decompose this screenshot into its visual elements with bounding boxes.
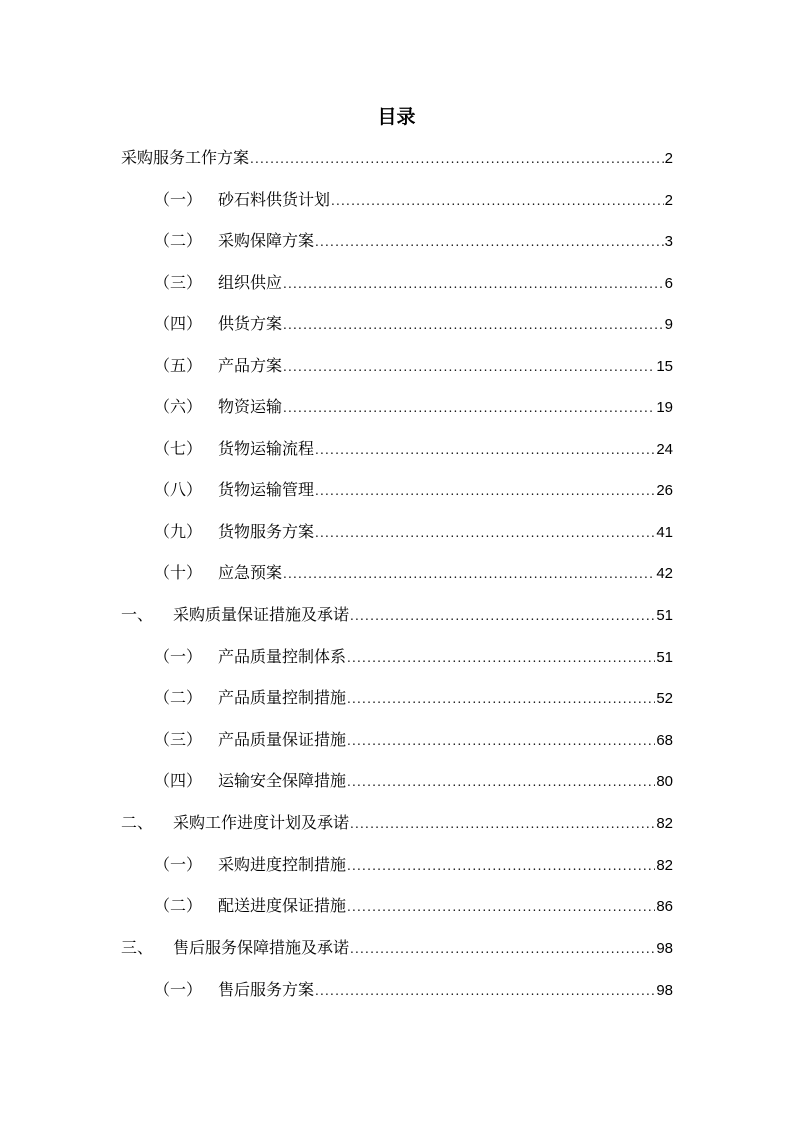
toc-page-number: 68 [656,732,673,749]
toc-page-number: 82 [656,857,673,874]
toc-entry[interactable] [0,935,673,961]
toc-entry[interactable] [0,353,673,379]
toc-dot-leader [315,229,664,255]
toc-dot-leader [331,188,664,214]
toc-entry-number: （四） [154,314,203,333]
toc-entry-label: 采购服务工作方案 [121,148,250,167]
toc-entry[interactable] [0,768,673,794]
toc-dot-leader [350,936,655,962]
toc-entry[interactable] [0,852,673,878]
toc-entry-label: 采购进度控制措施 [218,855,347,874]
toc-page-number: 98 [656,982,673,999]
toc-entry-number: （二） [154,688,203,707]
toc-entry-number: （一） [154,980,203,999]
toc-dot-leader [347,728,655,754]
toc-page-number: 42 [656,565,673,582]
toc-dot-leader [347,853,655,879]
toc-page-number: 9 [664,316,673,333]
toc-entry-number: 三、 [121,938,154,957]
toc-entry-label: 应急预案 [218,563,283,582]
toc-dot-leader [347,894,655,920]
toc-entry[interactable] [0,893,673,919]
toc-page-number: 86 [656,898,673,915]
toc-entry-label: 售后服务保障措施及承诺 [173,938,350,957]
toc-page-number: 15 [656,358,673,375]
toc-entry-number: 二、 [121,813,154,832]
toc-entry-number: （四） [154,771,203,790]
toc-entry[interactable] [0,685,673,711]
toc-page-number: 3 [664,233,673,250]
toc-entry-number: （五） [154,356,203,375]
toc-entry-label: 货物运输管理 [218,480,315,499]
toc-entry-label: 售后服务方案 [218,980,315,999]
toc-dot-leader [347,645,655,671]
toc-entry-number: （九） [154,522,203,541]
toc-entry-label: 物资运输 [218,397,283,416]
toc-entry-number: （六） [154,397,203,416]
toc-entry[interactable] [0,270,673,296]
toc-entry[interactable] [0,394,673,420]
toc-page-number: 51 [656,607,673,624]
toc-dot-leader [283,354,655,380]
toc-entry-label: 货物运输流程 [218,439,315,458]
toc-entry-number: （一） [154,855,203,874]
toc-entry-label: 产品质量保证措施 [218,730,347,749]
toc-dot-leader [315,478,655,504]
toc-page-number: 80 [656,773,673,790]
toc-page-number: 2 [664,192,673,209]
toc-page-number: 26 [656,482,673,499]
toc-entry[interactable] [0,477,673,503]
toc-entry-label: 产品方案 [218,356,283,375]
toc-entry[interactable] [0,187,673,213]
toc-entry[interactable] [0,727,673,753]
toc-entry-number: （三） [154,273,203,292]
toc-entry-label: 产品质量控制措施 [218,688,347,707]
toc-entry-label: 货物服务方案 [218,522,315,541]
toc-entry-number: （八） [154,480,203,499]
toc-entry[interactable] [0,145,673,171]
toc-entry-label: 采购保障方案 [218,231,315,250]
toc-entry-number: （七） [154,439,203,458]
toc-dot-leader [315,978,655,1004]
toc-dot-leader [283,271,664,297]
toc-page-number: 2 [664,150,673,167]
toc-entry[interactable] [0,560,673,586]
toc-entry-number: （二） [154,896,203,915]
toc-entry-label: 产品质量控制体系 [218,647,347,666]
toc-dot-leader [350,811,655,837]
toc-entry[interactable] [0,810,673,836]
toc-page-number: 51 [656,649,673,666]
toc-dot-leader [283,312,664,338]
toc-page-number: 24 [656,441,673,458]
toc-entry[interactable] [0,977,673,1003]
toc-entry-number: （一） [154,190,203,209]
toc-dot-leader [283,395,655,421]
toc-dot-leader [250,146,664,172]
toc-page-number: 52 [656,690,673,707]
toc-page-number: 98 [656,940,673,957]
toc-entry-number: （一） [154,647,203,666]
toc-dot-leader [347,769,655,795]
toc-entry-label: 供货方案 [218,314,283,333]
toc-dot-leader [347,686,655,712]
toc-entry[interactable] [0,436,673,462]
toc-entry-number: （十） [154,563,203,582]
toc-entry-number: （二） [154,231,203,250]
toc-dot-leader [283,561,655,587]
toc-dot-leader [315,437,655,463]
toc-page-number: 6 [664,275,673,292]
toc-entry-number: （三） [154,730,203,749]
toc-entry-label: 采购工作进度计划及承诺 [173,813,350,832]
toc-dot-leader [350,603,655,629]
toc-entry-label: 配送进度保证措施 [218,896,347,915]
toc-page-number: 19 [656,399,673,416]
toc-entry-label: 组织供应 [218,273,283,292]
toc-entry[interactable] [0,519,673,545]
toc-title: 目录 [377,106,416,128]
toc-entry[interactable] [0,228,673,254]
toc-dot-leader [315,520,655,546]
toc-page-number: 82 [656,815,673,832]
toc-entry[interactable] [0,311,673,337]
toc-entry-label: 运输安全保障措施 [218,771,347,790]
toc-entry-label: 采购质量保证措施及承诺 [173,605,350,624]
toc-entry[interactable] [0,602,673,628]
toc-entry-number: 一、 [121,605,154,624]
toc-entry[interactable] [0,644,673,670]
toc-entry-label: 砂石料供货计划 [218,190,331,209]
toc-page-number: 41 [656,524,673,541]
